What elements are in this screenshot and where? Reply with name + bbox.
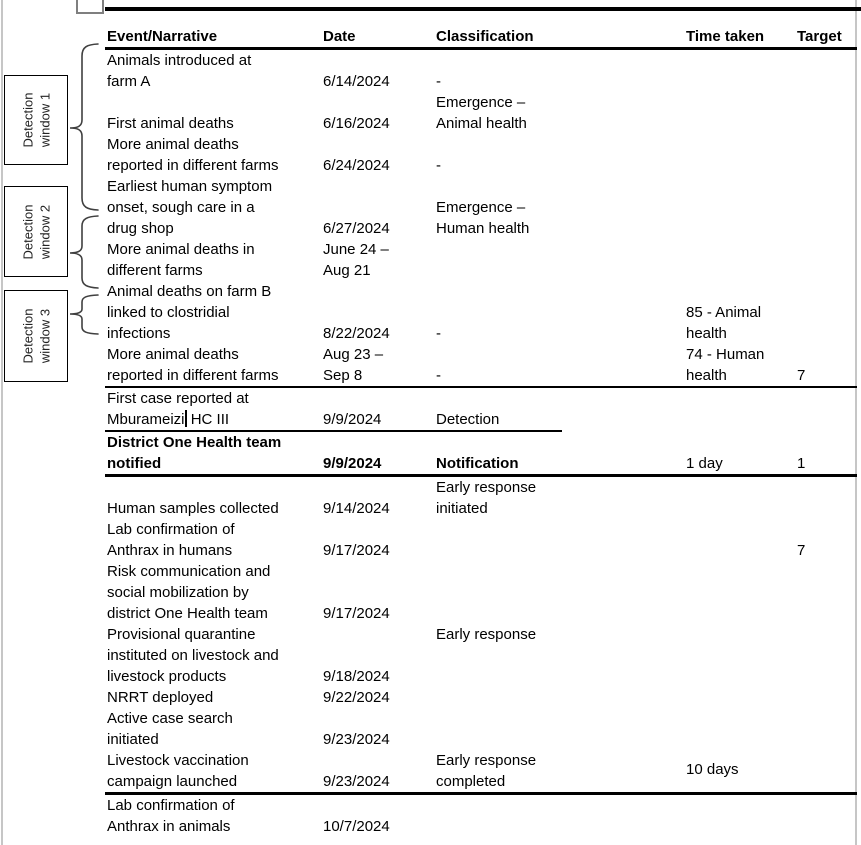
date-cell: 9/9/2024: [323, 455, 382, 472]
table-row: [105, 302, 857, 323]
table-row: [105, 239, 857, 260]
classification-cell: Notification: [436, 455, 519, 472]
time-taken-cell: 74 - Human: [686, 346, 765, 363]
classification-cell: completed: [436, 773, 506, 790]
brace-detection-window-3: [66, 294, 106, 335]
table-row: [105, 477, 857, 498]
target-cell: 7: [797, 367, 806, 384]
event-cell: onset, sough care in a: [107, 199, 255, 216]
date-cell: Aug 21: [323, 262, 371, 279]
table-row: [105, 687, 857, 708]
table-row: [105, 197, 857, 218]
table-row: [105, 666, 857, 687]
date-cell: 9/18/2024: [323, 668, 390, 685]
col-header-date: Date: [323, 28, 356, 45]
date-cell: 10/7/2024: [323, 818, 390, 835]
event-cell: district One Health team: [107, 605, 268, 622]
table-row: [105, 540, 857, 561]
time-taken-cell: health: [686, 325, 727, 342]
event-cell: Animals introduced at: [107, 52, 252, 69]
brace-detection-window-1: [66, 43, 106, 211]
date-cell: Aug 23 –: [323, 346, 384, 363]
table-row: [105, 432, 857, 453]
events-table: [105, 26, 857, 837]
time-taken-cell: 1 day: [686, 455, 723, 472]
table-row: [105, 176, 857, 197]
table-row: [105, 50, 857, 71]
col-header-event: Event/Narrative: [107, 28, 218, 45]
classification-cell: -: [436, 73, 441, 90]
event-cell: First animal deaths: [107, 115, 234, 132]
event-cell: different farms: [107, 262, 203, 279]
table-row: [105, 218, 857, 239]
time-taken-cell: 85 - Animal: [686, 304, 762, 321]
date-cell: 8/22/2024: [323, 325, 390, 342]
detection-window-2-label: [4, 186, 68, 277]
table-row: [105, 155, 857, 176]
table-row: [105, 519, 857, 540]
table-row: [105, 71, 857, 92]
table-row: [105, 795, 857, 816]
table-row: [105, 582, 857, 603]
event-cell: Animal deaths on farm B: [107, 283, 272, 300]
detection-window-2-line2: window 2: [36, 204, 52, 259]
table-row: [105, 624, 857, 645]
classification-cell: Emergence –: [436, 199, 526, 216]
table-row: [105, 388, 857, 409]
event-cell: Lab confirmation of: [107, 797, 235, 814]
event-cell: More animal deaths: [107, 136, 239, 153]
detection-window-3-line2: window 3: [36, 308, 52, 364]
event-cell: social mobilization by: [107, 584, 249, 601]
table-row: [105, 323, 857, 344]
classification-cell: -: [436, 157, 441, 174]
classification-cell: Detection: [436, 411, 500, 428]
col-header-target: Target: [797, 28, 842, 45]
date-cell: 9/17/2024: [323, 605, 390, 622]
date-cell: 9/9/2024: [323, 411, 382, 428]
classification-cell: Emergence –: [436, 94, 526, 111]
target-cell: 7: [797, 542, 806, 559]
detection-window-1-label: [4, 75, 68, 165]
event-cell: First case reported at: [107, 390, 249, 407]
detection-window-3-label: [4, 290, 68, 382]
event-cell: notified: [107, 455, 162, 472]
classification-cell: Early response: [436, 752, 537, 769]
event-cell: reported in different farms: [107, 367, 279, 384]
table-row: [105, 750, 857, 778]
event-cell: drug shop: [107, 220, 174, 237]
date-cell: June 24 –: [323, 241, 389, 258]
event-cell: More animal deaths in: [107, 241, 255, 258]
brace-detection-window-2: [66, 215, 106, 289]
table-row: [105, 771, 857, 792]
table-row: [105, 281, 857, 302]
table-row: [105, 645, 857, 666]
event-cell: Earliest human symptom: [107, 178, 273, 195]
classification-cell: -: [436, 325, 441, 342]
event-cell: Active case search: [107, 710, 233, 727]
table-row: [105, 498, 857, 519]
event-cell: Anthrax in humans: [107, 542, 233, 559]
date-cell: 9/23/2024: [323, 731, 390, 748]
table-row: [105, 409, 857, 430]
event-cell: livestock products: [107, 668, 227, 685]
event-cell: NRRT deployed: [107, 689, 214, 706]
event-cell: Risk communication and: [107, 563, 271, 580]
event-cell: instituted on livestock and: [107, 647, 279, 664]
table-row: [105, 260, 857, 281]
event-text-before-cursor: Mburameizi: [107, 411, 185, 428]
event-cell: Provisional quarantine: [107, 626, 256, 643]
clipped-heading-rule: [105, 7, 861, 11]
time-taken-cell: health: [686, 367, 727, 384]
time-taken-cell: 10 days: [686, 761, 739, 778]
date-cell: 9/23/2024: [323, 773, 390, 790]
classification-cell: -: [436, 367, 441, 384]
classification-cell: Animal health: [436, 115, 527, 132]
event-cell: reported in different farms: [107, 157, 279, 174]
table-row: [105, 561, 857, 582]
table-row: [105, 453, 857, 474]
table-row: [105, 708, 857, 729]
event-cell: Lab confirmation of: [107, 521, 235, 538]
detection-window-2-line1: Detection: [19, 204, 35, 259]
event-cell: [107, 409, 229, 430]
event-cell: More animal deaths: [107, 346, 239, 363]
detection-window-1-line2: window 1: [36, 92, 52, 148]
table-row: [105, 603, 857, 624]
event-cell: campaign launched: [107, 773, 238, 790]
classification-cell: Early response: [436, 626, 537, 643]
event-cell: Human samples collected: [107, 500, 279, 517]
event-cell: farm A: [107, 73, 151, 90]
date-cell: 6/27/2024: [323, 220, 390, 237]
event-cell: infections: [107, 325, 171, 342]
event-cell: District One Health team: [107, 434, 282, 451]
date-cell: 6/16/2024: [323, 115, 390, 132]
date-cell: 6/24/2024: [323, 157, 390, 174]
classification-cell: Human health: [436, 220, 530, 237]
page-left-edge: [1, 0, 3, 845]
table-row: [105, 729, 857, 750]
table-row: [105, 344, 857, 365]
date-cell: 9/14/2024: [323, 500, 390, 517]
table-header-row: [105, 26, 857, 47]
event-cell: Livestock vaccination: [107, 752, 249, 769]
event-text-after-cursor: HC III: [186, 411, 230, 428]
table-row: [105, 134, 857, 155]
clipped-box: [76, 0, 104, 14]
table-row: [105, 816, 857, 837]
event-cell: Anthrax in animals: [107, 818, 231, 835]
col-header-time-taken: Time taken: [686, 28, 765, 45]
date-cell: 6/14/2024: [323, 73, 390, 90]
table-row: [105, 365, 857, 386]
event-cell: linked to clostridial: [107, 304, 230, 321]
classification-cell: initiated: [436, 500, 488, 517]
detection-window-3-line1: Detection: [19, 308, 35, 364]
table-row: [105, 113, 857, 134]
classification-cell: Early response: [436, 479, 537, 496]
detection-window-1-line1: Detection: [19, 92, 35, 148]
date-cell: 9/17/2024: [323, 542, 390, 559]
event-cell: initiated: [107, 731, 159, 748]
date-cell: 9/22/2024: [323, 689, 390, 706]
col-header-classification: Classification: [436, 28, 534, 45]
table-row: [105, 92, 857, 113]
target-cell: 1: [797, 455, 806, 472]
date-cell: Sep 8: [323, 367, 363, 384]
